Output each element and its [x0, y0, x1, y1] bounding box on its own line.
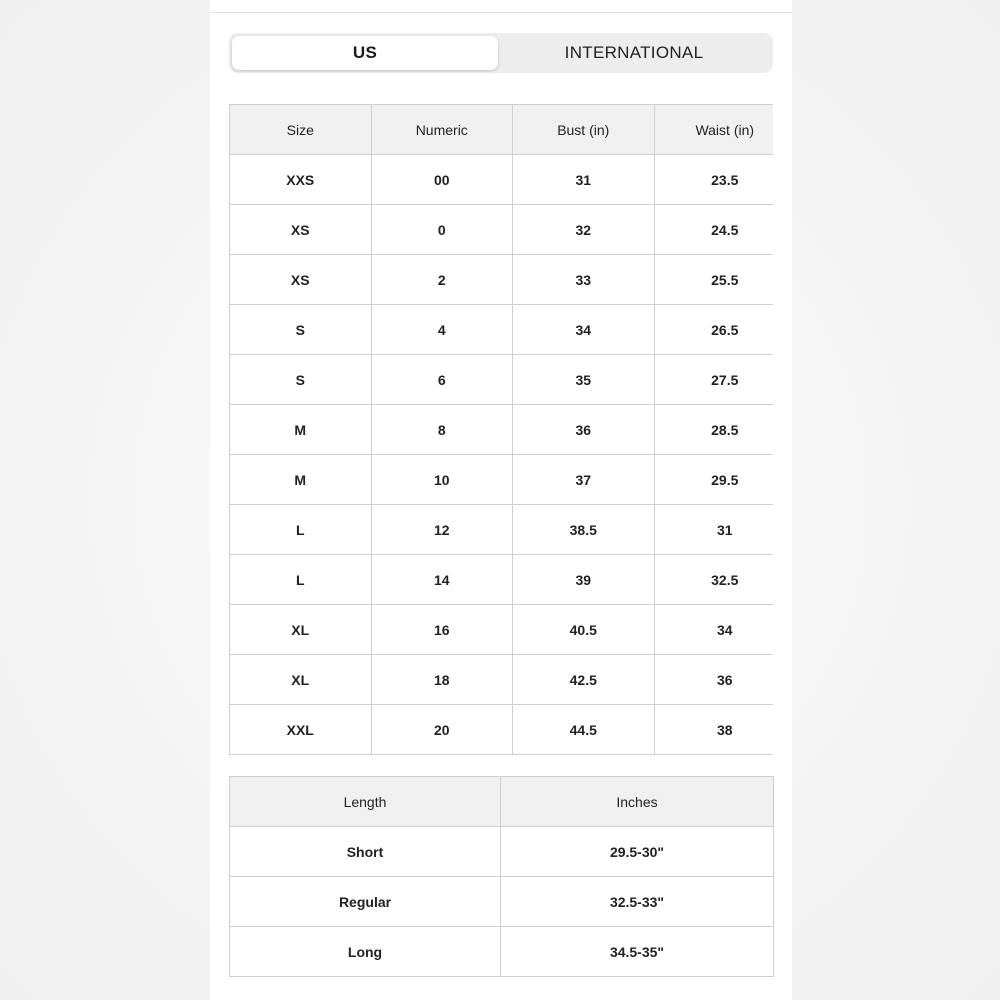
- size-cell: L: [230, 555, 372, 605]
- table-row: [230, 205, 774, 255]
- numeric-cell: 8: [371, 405, 513, 455]
- bust-cell: 34: [513, 305, 655, 355]
- bust-cell: 42.5: [513, 655, 655, 705]
- table-row: [230, 455, 774, 505]
- bust-cell: 37: [513, 455, 655, 505]
- numeric-cell: 16: [371, 605, 513, 655]
- bust-cell: 32: [513, 205, 655, 255]
- length-chart: [229, 776, 773, 977]
- bust-cell: 44.5: [513, 705, 655, 755]
- waist-cell: 25.5: [654, 255, 773, 305]
- bust-cell: 40.5: [513, 605, 655, 655]
- size-cell: S: [230, 305, 372, 355]
- size-header-row: [230, 105, 774, 155]
- waist-cell: 26.5: [654, 305, 773, 355]
- size-cell: XXL: [230, 705, 372, 755]
- waist-cell: 23.5: [654, 155, 773, 205]
- column-header-inches: Inches: [501, 777, 774, 827]
- table-row: [230, 605, 774, 655]
- table-row: [230, 827, 774, 877]
- size-cell: M: [230, 455, 372, 505]
- size-cell: XL: [230, 605, 372, 655]
- waist-cell: 38: [654, 705, 773, 755]
- size-cell: XXS: [230, 155, 372, 205]
- length-cell: Regular: [230, 877, 501, 927]
- size-cell: XS: [230, 255, 372, 305]
- bust-cell: 31: [513, 155, 655, 205]
- table-row: [230, 877, 774, 927]
- waist-cell: 24.5: [654, 205, 773, 255]
- size-cell: M: [230, 405, 372, 455]
- waist-cell: 27.5: [654, 355, 773, 405]
- waist-cell: 36: [654, 655, 773, 705]
- numeric-cell: 00: [371, 155, 513, 205]
- tab-international[interactable]: INTERNATIONAL: [564, 43, 704, 62]
- table-row: [230, 705, 774, 755]
- numeric-cell: 10: [371, 455, 513, 505]
- column-header-size: Size: [230, 105, 372, 155]
- table-row: [230, 355, 774, 405]
- inches-cell: 32.5-33": [501, 877, 774, 927]
- table-row: [230, 655, 774, 705]
- table-row: [230, 255, 774, 305]
- waist-cell: 29.5: [654, 455, 773, 505]
- column-header-length: Length: [230, 777, 501, 827]
- column-header-numeric: Numeric: [371, 105, 513, 155]
- table-row: [230, 927, 774, 977]
- table-row: [230, 155, 774, 205]
- column-header-waist: Waist (in): [654, 105, 773, 155]
- numeric-cell: 12: [371, 505, 513, 555]
- numeric-cell: 0: [371, 205, 513, 255]
- size-cell: XL: [230, 655, 372, 705]
- region-toggle: [229, 33, 773, 73]
- table-row: [230, 305, 774, 355]
- inches-cell: 34.5-35": [501, 927, 774, 977]
- length-chart-table: [229, 776, 774, 977]
- bust-cell: 38.5: [513, 505, 655, 555]
- column-header-bust: Bust (in): [513, 105, 655, 155]
- waist-cell: 34: [654, 605, 773, 655]
- waist-cell: 28.5: [654, 405, 773, 455]
- table-row: [230, 555, 774, 605]
- waist-cell: 32.5: [654, 555, 773, 605]
- size-chart-table: [229, 104, 773, 755]
- top-divider: [210, 12, 792, 13]
- tab-us[interactable]: US: [232, 36, 498, 70]
- numeric-cell: 2: [371, 255, 513, 305]
- bust-cell: 33: [513, 255, 655, 305]
- inches-cell: 29.5-30": [501, 827, 774, 877]
- size-cell: S: [230, 355, 372, 405]
- table-row: [230, 505, 774, 555]
- numeric-cell: 6: [371, 355, 513, 405]
- length-cell: Long: [230, 927, 501, 977]
- table-row: [230, 405, 774, 455]
- bust-cell: 39: [513, 555, 655, 605]
- numeric-cell: 14: [371, 555, 513, 605]
- bust-cell: 36: [513, 405, 655, 455]
- size-cell: L: [230, 505, 372, 555]
- numeric-cell: 4: [371, 305, 513, 355]
- size-chart-scroll[interactable]: [229, 104, 773, 755]
- numeric-cell: 18: [371, 655, 513, 705]
- size-cell: XS: [230, 205, 372, 255]
- length-cell: Short: [230, 827, 501, 877]
- bust-cell: 35: [513, 355, 655, 405]
- length-header-row: [230, 777, 774, 827]
- numeric-cell: 20: [371, 705, 513, 755]
- waist-cell: 31: [654, 505, 773, 555]
